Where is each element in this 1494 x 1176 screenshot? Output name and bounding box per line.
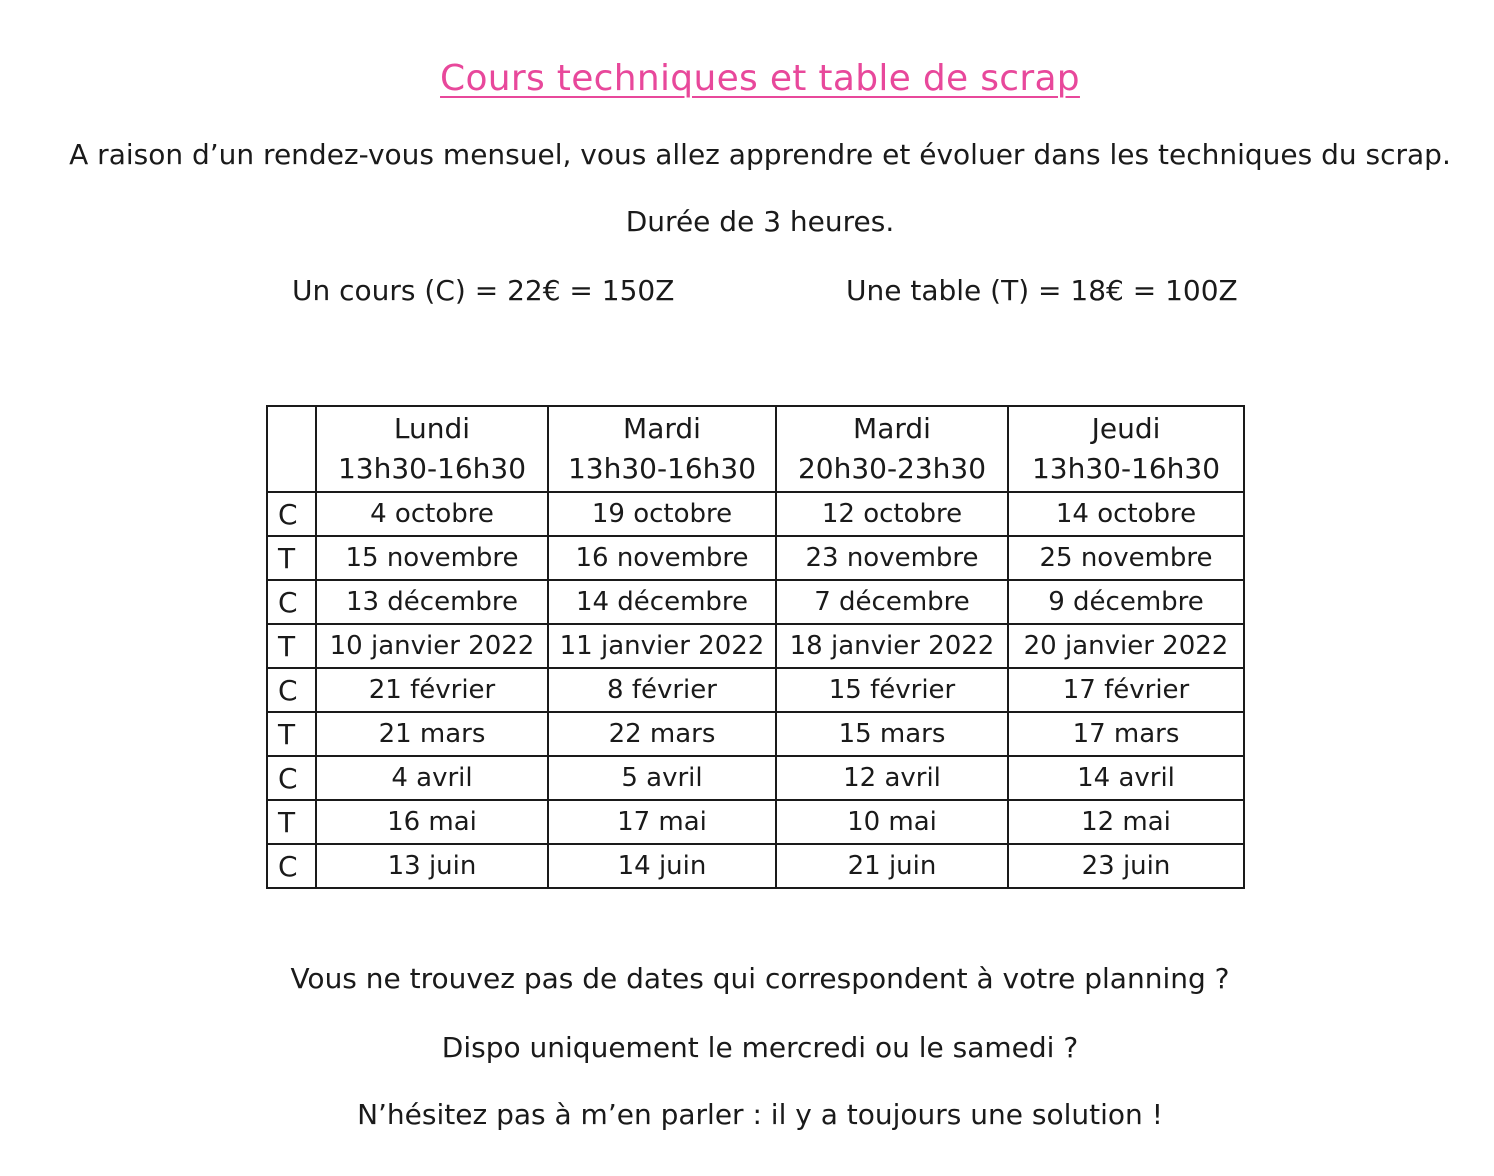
- date-cell: 12 mai: [1008, 800, 1244, 844]
- table-row: [267, 492, 1244, 536]
- date-cell: 25 novembre: [1008, 536, 1244, 580]
- date-cell: 23 juin: [1008, 844, 1244, 888]
- date-cell: 9 décembre: [1008, 580, 1244, 624]
- date-cell: 23 novembre: [776, 536, 1008, 580]
- date-cell: 10 mai: [776, 800, 1008, 844]
- date-cell: 14 avril: [1008, 756, 1244, 800]
- date-cell: 13 décembre: [316, 580, 548, 624]
- schedule-table: [266, 405, 1245, 889]
- header-day: Lundi: [393, 412, 471, 445]
- date-cell: 4 octobre: [316, 492, 548, 536]
- date-cell: 11 janvier 2022: [548, 624, 776, 668]
- date-cell: 15 novembre: [316, 536, 548, 580]
- date-cell: 12 avril: [776, 756, 1008, 800]
- header-col-1: [316, 406, 548, 492]
- header-time: 13h30-16h30: [1031, 452, 1221, 485]
- table-row: [267, 844, 1244, 888]
- date-cell: 17 mai: [548, 800, 776, 844]
- date-cell: 14 juin: [548, 844, 776, 888]
- table-row: [267, 580, 1244, 624]
- date-cell: 5 avril: [548, 756, 776, 800]
- intro-text: A raison d’un rendez-vous mensuel, vous allez apprendre et évoluer dans les techniques du scrap.: [69, 138, 1451, 171]
- session-type: C: [267, 844, 316, 888]
- header-empty-cell: [267, 406, 316, 492]
- session-type: C: [267, 580, 316, 624]
- price-table: Une table (T) = 18€ = 100Z: [846, 274, 1238, 307]
- page-title: Cours techniques et table de scrap: [440, 58, 1080, 99]
- footer-question-dates: Vous ne trouvez pas de dates qui correspondent à votre planning ?: [290, 962, 1230, 995]
- date-cell: 16 novembre: [548, 536, 776, 580]
- session-type: T: [267, 712, 316, 756]
- date-cell: 21 février: [316, 668, 548, 712]
- header-day: Jeudi: [1091, 412, 1161, 445]
- price-cours: Un cours (C) = 22€ = 150Z: [292, 274, 675, 307]
- schedule-header-row: [267, 406, 1244, 492]
- date-cell: 4 avril: [316, 756, 548, 800]
- date-cell: 10 janvier 2022: [316, 624, 548, 668]
- date-cell: 7 décembre: [776, 580, 1008, 624]
- date-cell: 14 décembre: [548, 580, 776, 624]
- date-cell: 16 mai: [316, 800, 548, 844]
- date-cell: 21 juin: [776, 844, 1008, 888]
- header-col-4: [1008, 406, 1244, 492]
- session-type: T: [267, 800, 316, 844]
- header-time: 20h30-23h30: [797, 452, 987, 485]
- table-row: [267, 624, 1244, 668]
- date-cell: 8 février: [548, 668, 776, 712]
- session-type: T: [267, 536, 316, 580]
- date-cell: 12 octobre: [776, 492, 1008, 536]
- session-type: C: [267, 756, 316, 800]
- table-row: [267, 668, 1244, 712]
- session-type: C: [267, 492, 316, 536]
- header-col-2: [548, 406, 776, 492]
- date-cell: 14 octobre: [1008, 492, 1244, 536]
- date-cell: 15 mars: [776, 712, 1008, 756]
- date-cell: 18 janvier 2022: [776, 624, 1008, 668]
- date-cell: 20 janvier 2022: [1008, 624, 1244, 668]
- date-cell: 13 juin: [316, 844, 548, 888]
- date-cell: 22 mars: [548, 712, 776, 756]
- footer-contact-note: N’hésitez pas à m’en parler : il y a toujours une solution !: [357, 1098, 1163, 1131]
- date-cell: 17 février: [1008, 668, 1244, 712]
- header-time: 13h30-16h30: [337, 452, 527, 485]
- date-cell: 19 octobre: [548, 492, 776, 536]
- table-row: [267, 536, 1244, 580]
- header-col-3: [776, 406, 1008, 492]
- duration-text: Durée de 3 heures.: [625, 205, 895, 238]
- header-day: Mardi: [623, 412, 701, 445]
- footer-question-availability: Dispo uniquement le mercredi ou le samedi ?: [441, 1031, 1079, 1064]
- date-cell: 17 mars: [1008, 712, 1244, 756]
- table-row: [267, 800, 1244, 844]
- table-row: [267, 712, 1244, 756]
- session-type: C: [267, 668, 316, 712]
- header-day: Mardi: [853, 412, 931, 445]
- date-cell: 21 mars: [316, 712, 548, 756]
- session-type: T: [267, 624, 316, 668]
- date-cell: 15 février: [776, 668, 1008, 712]
- header-time: 13h30-16h30: [567, 452, 757, 485]
- table-row: [267, 756, 1244, 800]
